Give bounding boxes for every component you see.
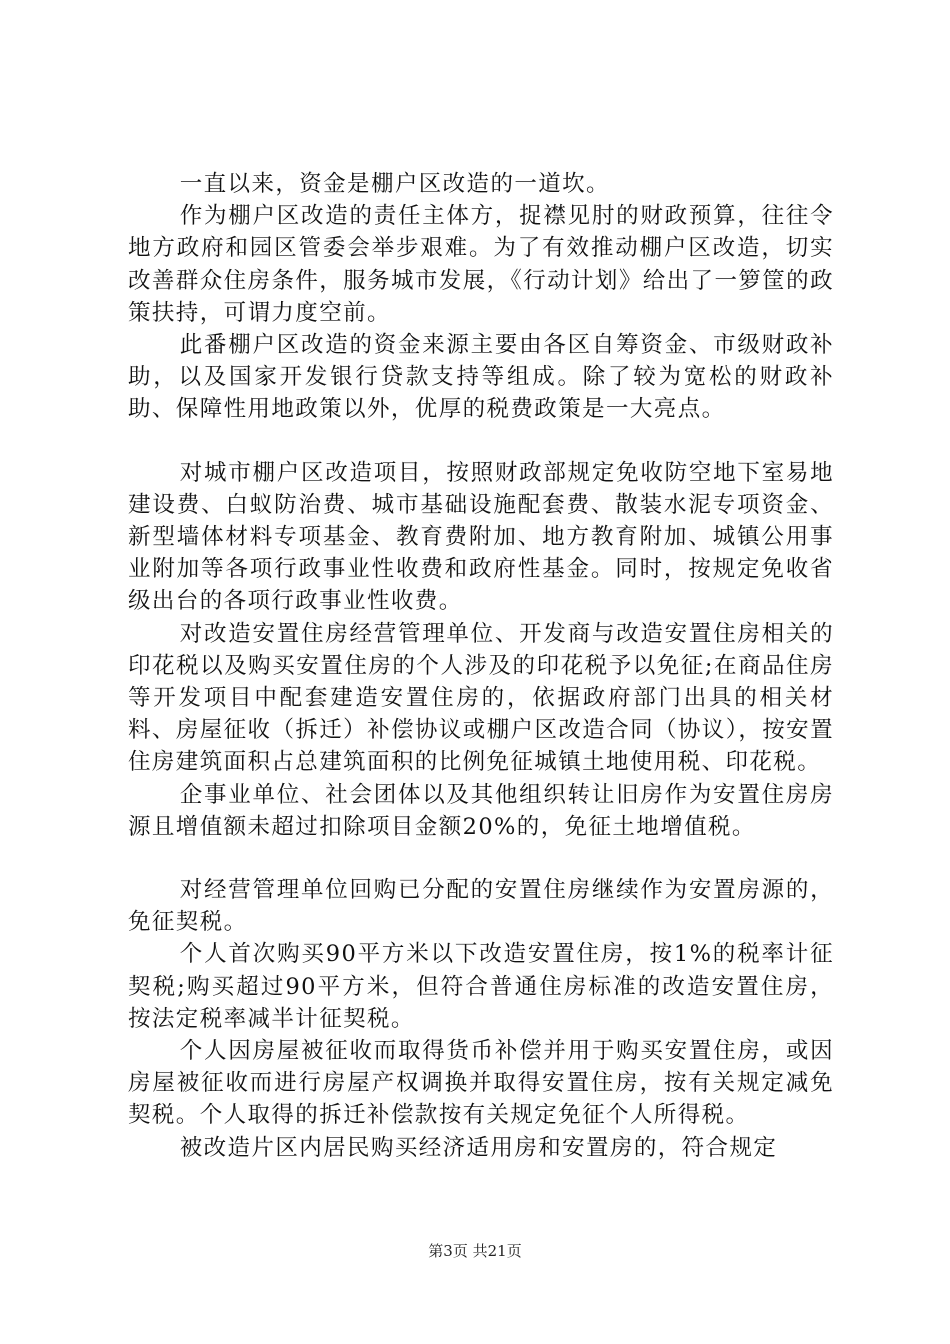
paragraph-2: 作为棚户区改造的责任主体方，捉襟见肘的财政预算，往往令地方政府和园区管委会举步艰难。为了有效推动棚户区改造，切实改善群众住房条件，服务城市发展，《行动计划》给出了一箩筐的政策扶持，可谓力度空前。 xyxy=(128,203,834,326)
paragraph-6: 企事业单位、社会团体以及其他组织转让旧房作为安置住房房源且增值额未超过扣除项目金额20%的，免征土地增值税。 xyxy=(128,781,834,840)
paragraph-8: 个人首次购买90平方米以下改造安置住房，按1%的税率计征契税;购买超过90平方米，但符合普通住房标准的改造安置住房，按法定税率减半计征契税。 xyxy=(128,941,834,1032)
paragraph-1: 一直以来，资金是棚户区改造的一道坎。 xyxy=(179,171,610,197)
paragraph-4: 对城市棚户区改造项目，按照财政部规定免收防空地下室易地建设费、白蚁防治费、城市基础设施配套费、散装水泥专项资金、新型墙体材料专项基金、教育费附加、地方教育附加、城镇公用事业附加等各项行政事业性收费和政府性基金。同时，按规定免收省级出台的各项行政事业性收费。 xyxy=(128,459,834,615)
document-body xyxy=(128,168,834,1164)
paragraph-3: 此番棚户区改造的资金来源主要由各区自筹资金、市级财政补助，以及国家开发银行贷款支持等组成。除了较为宽松的财政补助、保障性用地政策以外，优厚的税费政策是一大亮点。 xyxy=(128,332,834,423)
page-number-footer: 第3页 共21页 xyxy=(428,1242,522,1260)
paragraph-7: 对经营管理单位回购已分配的安置住房继续作为安置房源的，免征契税。 xyxy=(128,877,834,936)
paragraph-5: 对改造安置住房经营管理单位、开发商与改造安置住房相关的印花税以及购买安置住房的个人涉及的印花税予以免征;在商品住房等开发项目中配套建造安置住房的，依据政府部门出具的相关材料、房屋征收（拆迁）补偿协议或棚户区改造合同（协议），按安置住房建筑面积占总建筑面积的比例免征城镇土地使用税、印花税。 xyxy=(128,620,834,776)
paragraph-10: 被改造片区内居民购买经济适用房和安置房的，符合规定 xyxy=(179,1134,778,1161)
paragraph-9: 个人因房屋被征收而取得货币补偿并用于购买安置住房，或因房屋被征收而进行房屋产权调换并取得安置住房，按有关规定减免契税。个人取得的拆迁补偿款按有关规定免征个人所得税。 xyxy=(128,1038,834,1129)
